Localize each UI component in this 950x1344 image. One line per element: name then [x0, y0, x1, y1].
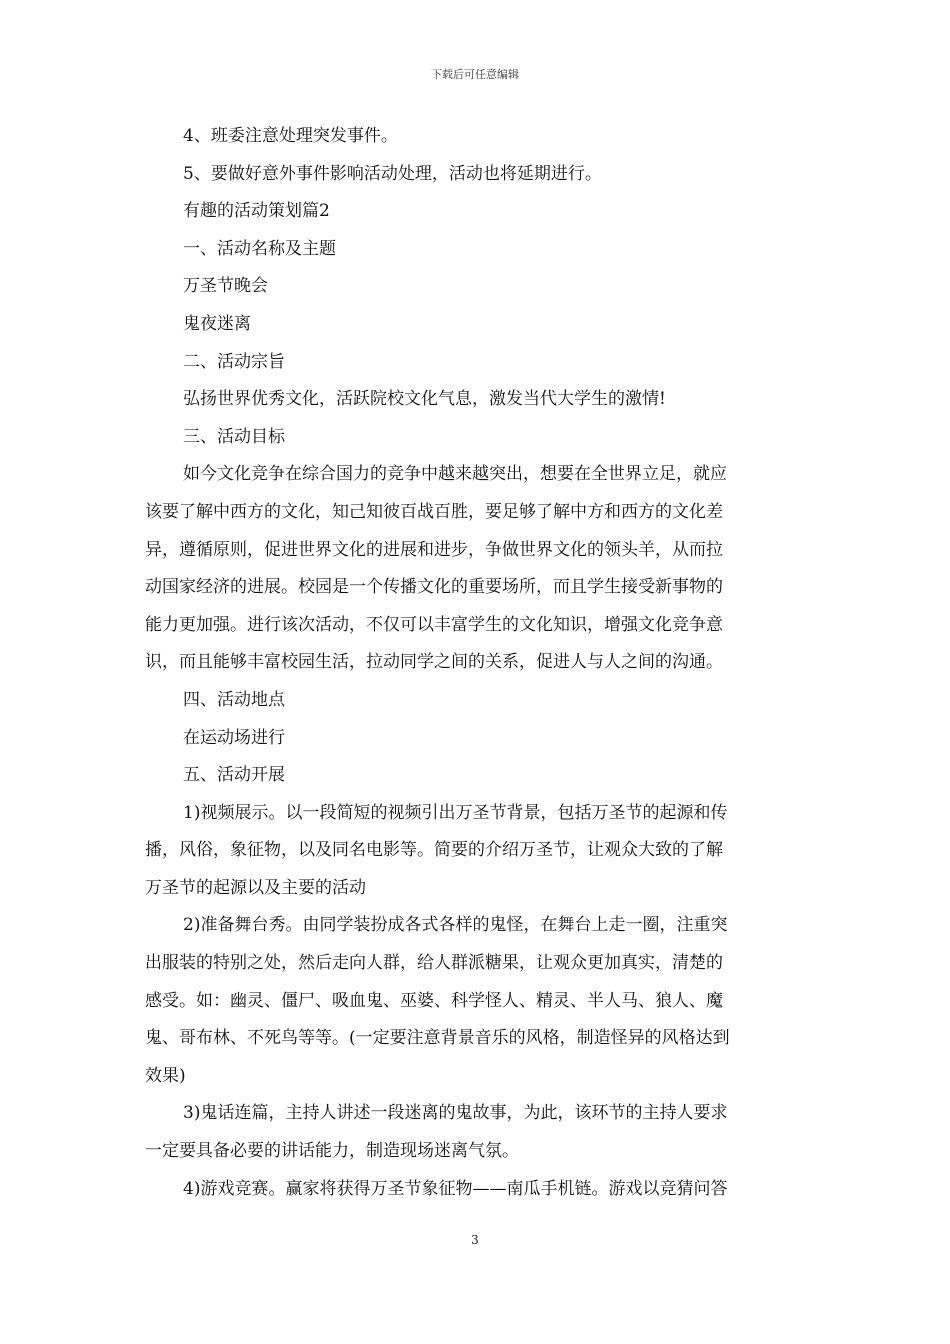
paragraph-line: 一定要具备必要的讲话能力，制造现场迷离气氛。	[145, 1141, 519, 1162]
paragraph-line: 出服装的特别之处，然后走向人群，给人群派糖果，让观众更加真实，清楚的	[145, 953, 723, 974]
page-header-note: 下载后可任意编辑	[431, 68, 519, 81]
paragraph-line: 4)游戏竞赛。赢家将获得万圣节象征物——南瓜手机链。游戏以竞猜问答	[183, 1178, 728, 1199]
heading-activity-name: 一、活动名称及主题	[183, 238, 336, 259]
section-top	[145, 118, 809, 456]
paragraph-item-1	[145, 795, 809, 908]
document-body	[145, 118, 809, 1208]
paragraph-line: 异，遵循原则，促进世界文化的进展和进步，争做世界文化的领头羊，从而拉	[145, 539, 723, 560]
text-line: 4、班委注意处理突发事件。	[183, 126, 398, 146]
text-line: 在运动场进行	[183, 727, 285, 748]
paragraph-line: 效果)	[145, 1065, 186, 1086]
paragraph-line: 万圣节的起源以及主要的活动	[145, 877, 366, 898]
paragraph-item-3	[145, 1095, 809, 1170]
paragraph-goal	[145, 456, 809, 682]
paragraph-line: 播，风俗，象征物，以及同名电影等。简要的介绍万圣节，让观众大致的了解	[145, 840, 723, 861]
text-line: 鬼夜迷离	[183, 313, 251, 334]
paragraph-line: 3)鬼话连篇，主持人讲述一段迷离的鬼故事，为此，该环节的主持人要求	[183, 1103, 728, 1124]
paragraph-line: 1)视频展示。以一段简短的视频引出万圣节背景，包括万圣节的起源和传	[183, 802, 728, 823]
paragraph-line: 动国家经济的进展。校园是一个传播文化的重要场所，而且学生接受新事物的	[145, 577, 723, 598]
paragraph-item-2	[145, 907, 809, 1095]
paragraph-line: 识，而且能够丰富校园生活，拉动同学之间的关系，促进人与人之间的沟通。	[145, 652, 723, 673]
paragraph-line: 能力更加强。进行该次活动，不仅可以丰富学生的文化知识，增强文化竞争意	[145, 614, 723, 635]
paragraph-line: 鬼、哥布林、不死鸟等等。(一定要注意背景音乐的风格，制造怪异的风格达到	[145, 1028, 730, 1049]
text-line: 弘扬世界优秀文化，活跃院校文化气息，激发当代大学生的激情!	[183, 389, 666, 410]
section-mid	[145, 682, 809, 795]
section-title: 有趣的活动策划篇2	[183, 201, 330, 222]
heading-activity-goal: 三、活动目标	[183, 426, 285, 447]
heading-activity-location: 四、活动地点	[183, 689, 285, 710]
text-line: 万圣节晚会	[183, 276, 268, 297]
heading-activity-development: 五、活动开展	[183, 765, 285, 786]
paragraph-line: 2)准备舞台秀。由同学装扮成各式各样的鬼怪，在舞台上走一圈，注重突	[183, 915, 728, 936]
text-line: 5、要做好意外事件影响活动处理，活动也将延期进行。	[183, 163, 602, 184]
paragraph-line: 如今文化竞争在综合国力的竞争中越来越突出，想要在全世界立足，就应	[183, 464, 727, 485]
page-number: 3	[471, 1233, 479, 1247]
paragraph-item-4	[145, 1171, 809, 1209]
paragraph-line: 感受。如：幽灵、僵尸、吸血鬼、巫婆、科学怪人、精灵、半人马、狼人、魔	[145, 990, 723, 1011]
heading-activity-purpose: 二、活动宗旨	[183, 351, 285, 372]
paragraph-line: 该要了解中西方的文化，知己知彼百战百胜，要足够了解中方和西方的文化差	[145, 501, 723, 522]
